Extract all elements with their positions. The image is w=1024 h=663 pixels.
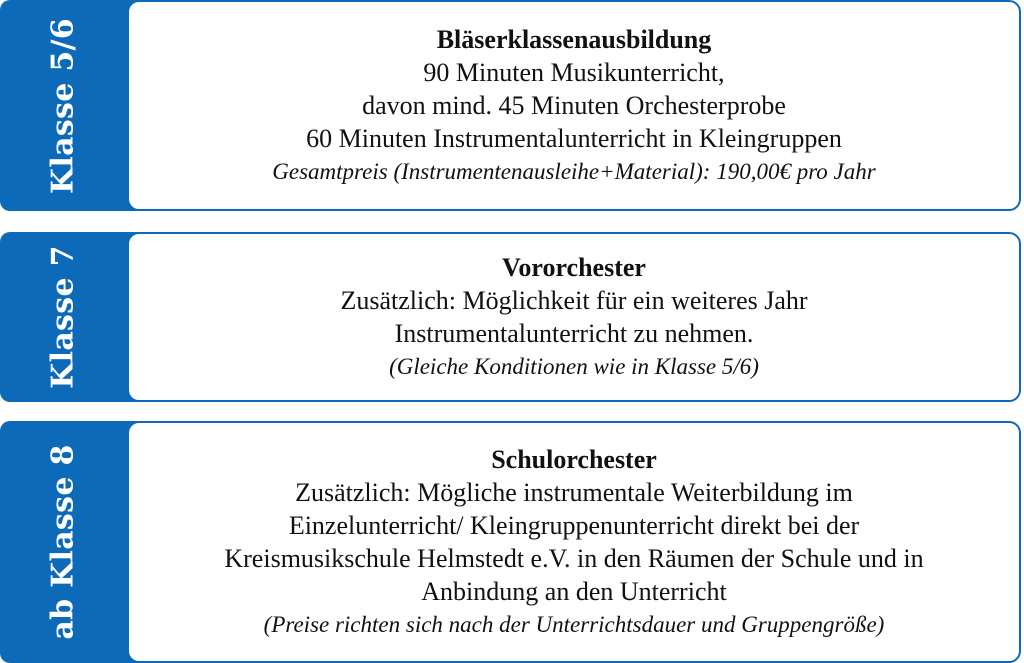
section-tab-label: Klasse 5/6: [45, 17, 81, 194]
section-ab-klasse-8: [0, 421, 1024, 663]
section-line: 90 Minuten Musikunterricht,: [423, 58, 725, 87]
section-tab-label: ab Klasse 8: [45, 444, 81, 640]
section-klasse-5-6: [0, 0, 1024, 211]
section-line: Einzelunterricht/ Kleingruppenunterricht direkt bei der: [288, 511, 860, 540]
section-card: [127, 232, 1021, 402]
section-note: Gesamtpreis (Instrumentenausleihe+Material): 190,00€ pro Jahr: [272, 159, 876, 184]
section-card: [127, 0, 1021, 211]
section-line: 60 Minuten Instrumentalunterricht in Kleingruppen: [306, 124, 842, 153]
section-line: Anbindung an den Unterricht: [421, 577, 727, 606]
section-line: Kreismusikschule Helmstedt e.V. in den Räumen der Schule und in: [224, 544, 924, 573]
section-tab-label: Klasse 7: [45, 245, 81, 389]
section-note: (Gleiche Konditionen wie in Klasse 5/6): [389, 354, 759, 379]
section-title: Vororchester: [502, 253, 646, 282]
section-klasse-7: [0, 232, 1024, 402]
section-line: Instrumentalunterricht zu nehmen.: [394, 319, 754, 348]
section-note: (Preise richten sich nach der Unterrichtsdauer und Gruppengröße): [263, 612, 885, 637]
section-title: Bläserklassenausbildung: [436, 25, 712, 54]
section-line: davon mind. 45 Minuten Orchesterprobe: [362, 91, 786, 120]
section-line: Zusätzlich: Mögliche instrumentale Weiterbildung im: [295, 478, 853, 507]
section-title: Schulorchester: [491, 445, 657, 474]
section-line: Zusätzlich: Möglichkeit für ein weiteres Jahr: [340, 286, 808, 315]
section-card: [127, 421, 1021, 663]
